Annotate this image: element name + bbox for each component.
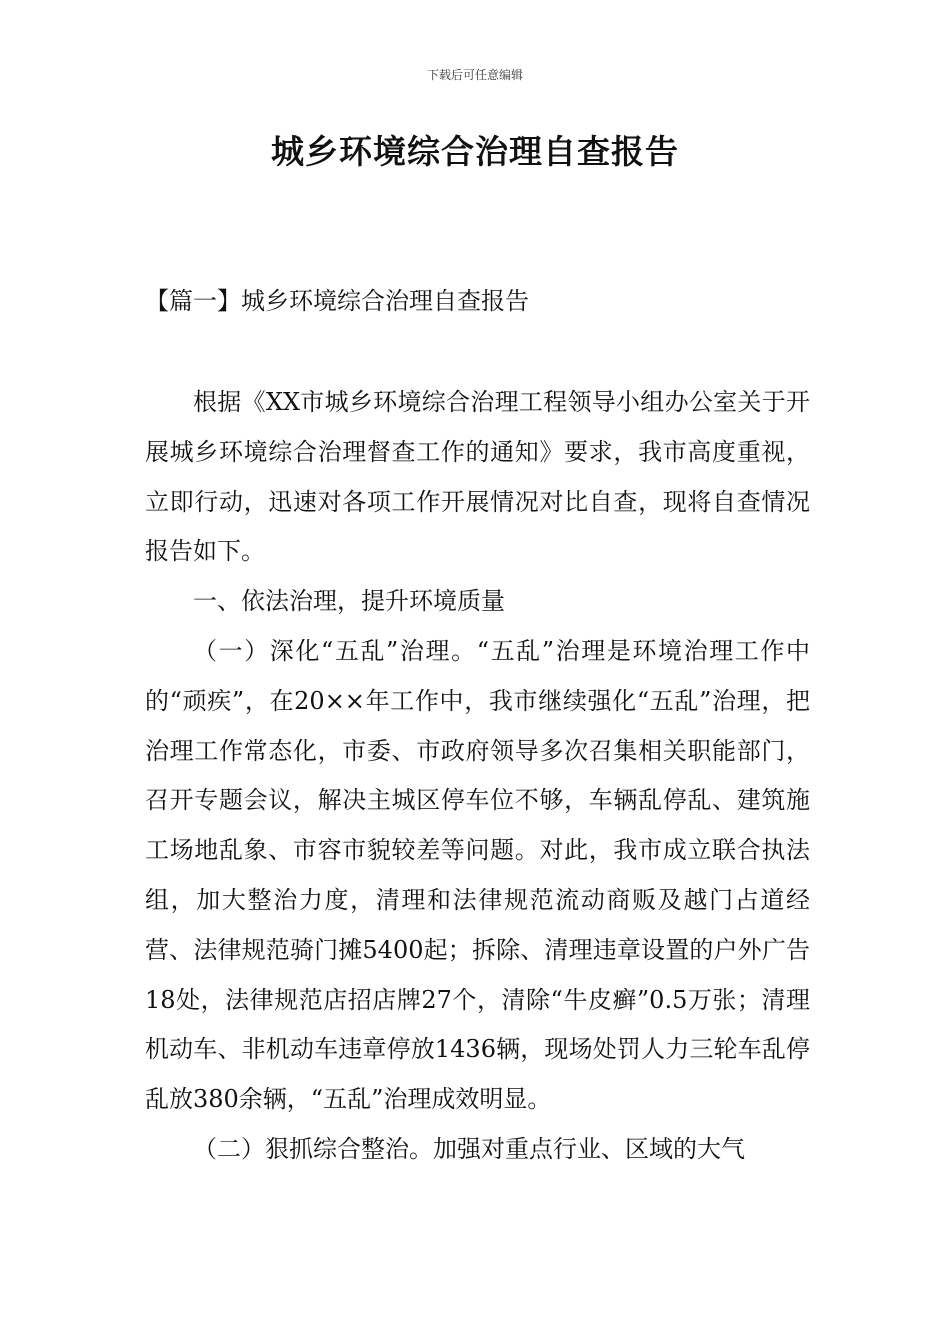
header-note: 下载后可任意编辑 xyxy=(426,68,523,82)
subsection-heading: 一、依法治理，提升环境质量 xyxy=(193,587,505,616)
section-heading: 【篇一】城乡环境综合治理自查报告 xyxy=(145,287,529,315)
document-body xyxy=(145,378,810,1175)
body-paragraph: （一）深化“五乱”治理。“五乱”治理是环境治理工作中的“顽疾”，在20××年工作中，我市继续强化“五乱”治理，把治理工作常态化，市委、市政府领导多次召集相关职能部门，召开专题会议，解决主城区停车位不够，车辆乱停乱、建筑施工场地乱象、市容市貌较差等问题。对此，我市成立联合执法组，加大整治力度，清理和法律规范流动商贩及越门占道经营、法律规范骑门摊5400起；拆除、清理违章设置的户外广告18处，法律规范店招店牌27个，清除“牛皮癣”0.5万张；清理机动车、非机动车违章停放1436辆，现场处罚人力三轮车乱停乱放380余辆，“五乱”治理成效明显。 xyxy=(145,636,810,1114)
intro-paragraph: 根据《XX市城乡环境综合治理工程领导小组办公室关于开展城乡环境综合治理督查工作的通知》要求，我市高度重视，立即行动，迅速对各项工作开展情况对比自查，现将自查情况报告如下。 xyxy=(145,388,810,566)
body-paragraph: （二）狠抓综合整治。加强对重点行业、区域的大气 xyxy=(193,1134,745,1163)
document-title: 城乡环境综合治理自查报告 xyxy=(271,132,679,171)
